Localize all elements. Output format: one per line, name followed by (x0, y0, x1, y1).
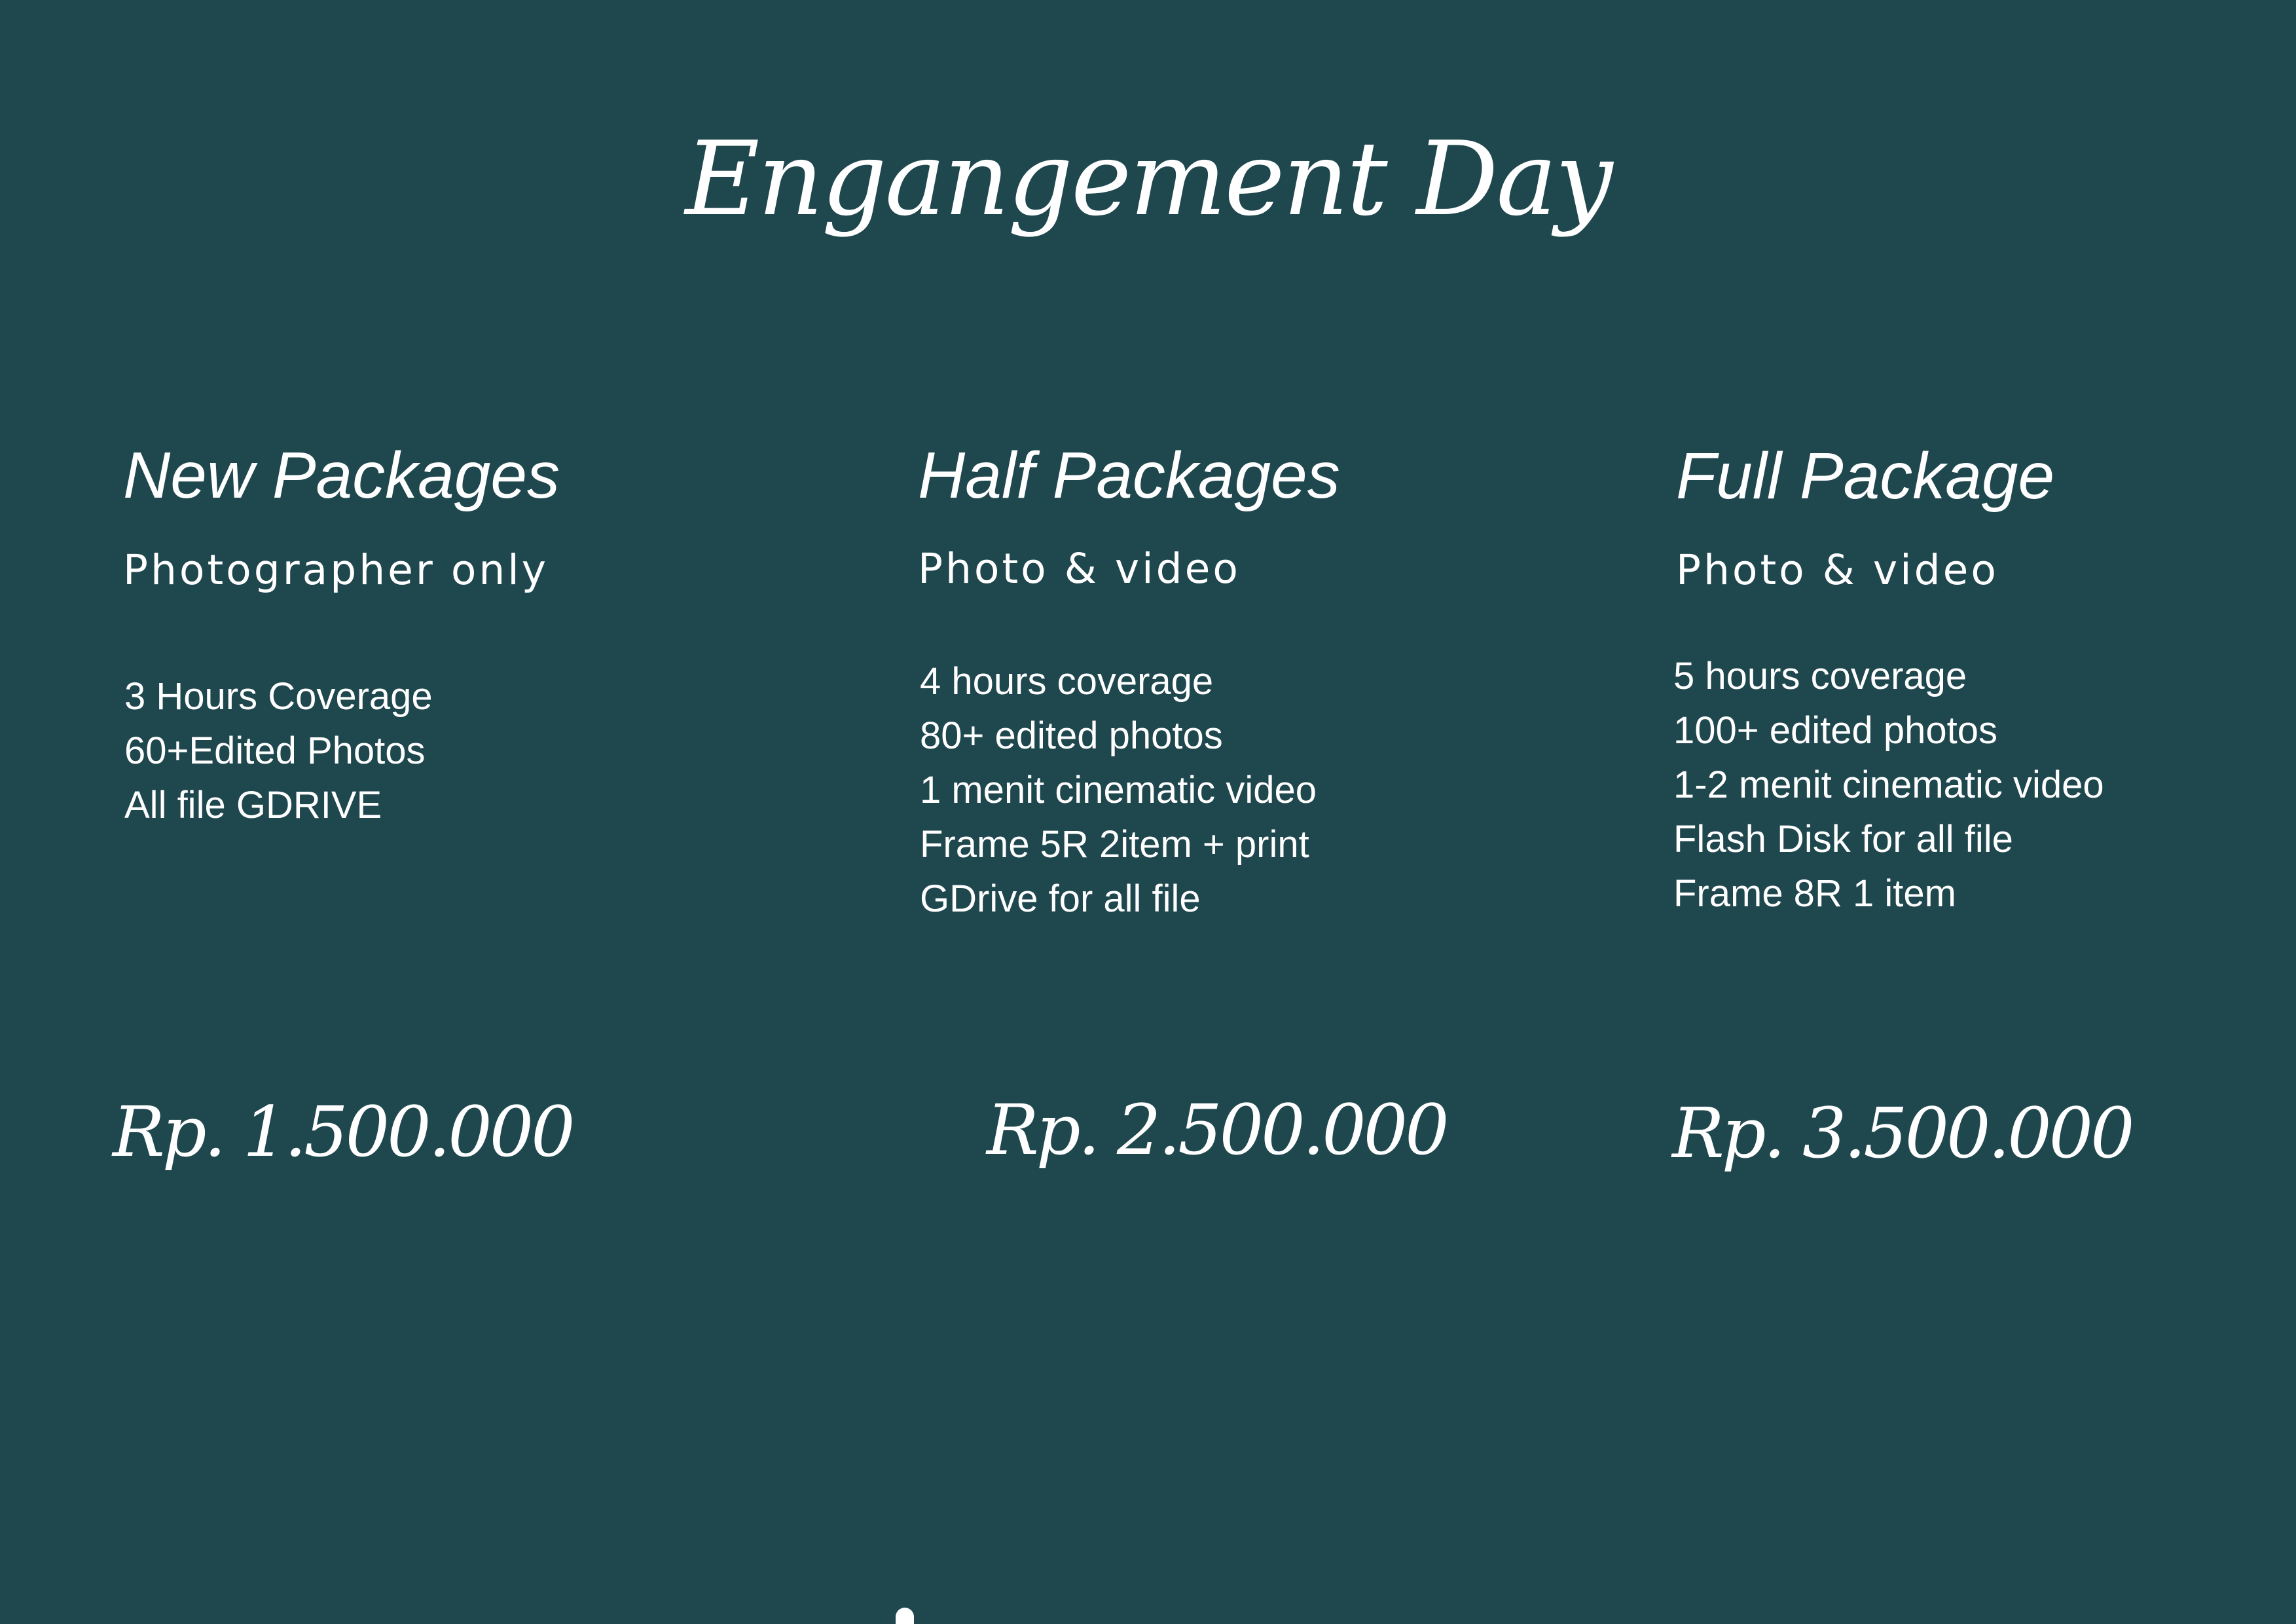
package-new-features (124, 669, 433, 832)
feature-item: 4 hours coverage (920, 660, 1214, 703)
package-full-price: Rp. 3.500.000 (1672, 1093, 2132, 1173)
feature-item: 60+Edited Photos (124, 729, 426, 772)
package-name: New Packages (123, 439, 560, 512)
package-subtitle: Photographer only (123, 546, 549, 594)
feature-item: 1 menit cinematic video (920, 769, 1317, 811)
package-name: Full Package (1676, 439, 2055, 513)
package-new-subtitle-wrap (123, 546, 778, 594)
package-half-subtitle-wrap (918, 545, 1573, 593)
feature-item: 100+ edited photos (1673, 709, 1998, 752)
feature-item: GDrive for all file (920, 877, 1201, 920)
package-new-price: Rp. 1.500.000 (113, 1092, 573, 1172)
package-half-features (920, 654, 1317, 926)
package-name: Half Packages (918, 439, 1340, 512)
package-full (1676, 439, 2296, 513)
feature-item: 5 hours coverage (1673, 655, 1967, 697)
package-half (918, 439, 1573, 512)
decorative-mark (896, 1608, 914, 1624)
package-full-subtitle-wrap (1676, 546, 2296, 594)
feature-item: 3 Hours Coverage (124, 675, 433, 718)
package-subtitle: Photo & video (918, 545, 1241, 593)
feature-item: Flash Disk for all file (1673, 818, 2013, 860)
package-full-features (1673, 649, 2104, 921)
page-title: Engangement Day (685, 119, 1611, 238)
feature-item: All file GDRIVE (124, 784, 382, 826)
package-half-price: Rp. 2.500.000 (987, 1090, 1447, 1170)
package-new (123, 439, 778, 512)
package-subtitle: Photo & video (1676, 546, 1999, 594)
feature-item: Frame 8R 1 item (1673, 872, 1956, 915)
feature-item: 80+ edited photos (920, 714, 1223, 757)
feature-item: 1-2 menit cinematic video (1673, 764, 2104, 806)
feature-item: Frame 5R 2item + print (920, 823, 1309, 866)
